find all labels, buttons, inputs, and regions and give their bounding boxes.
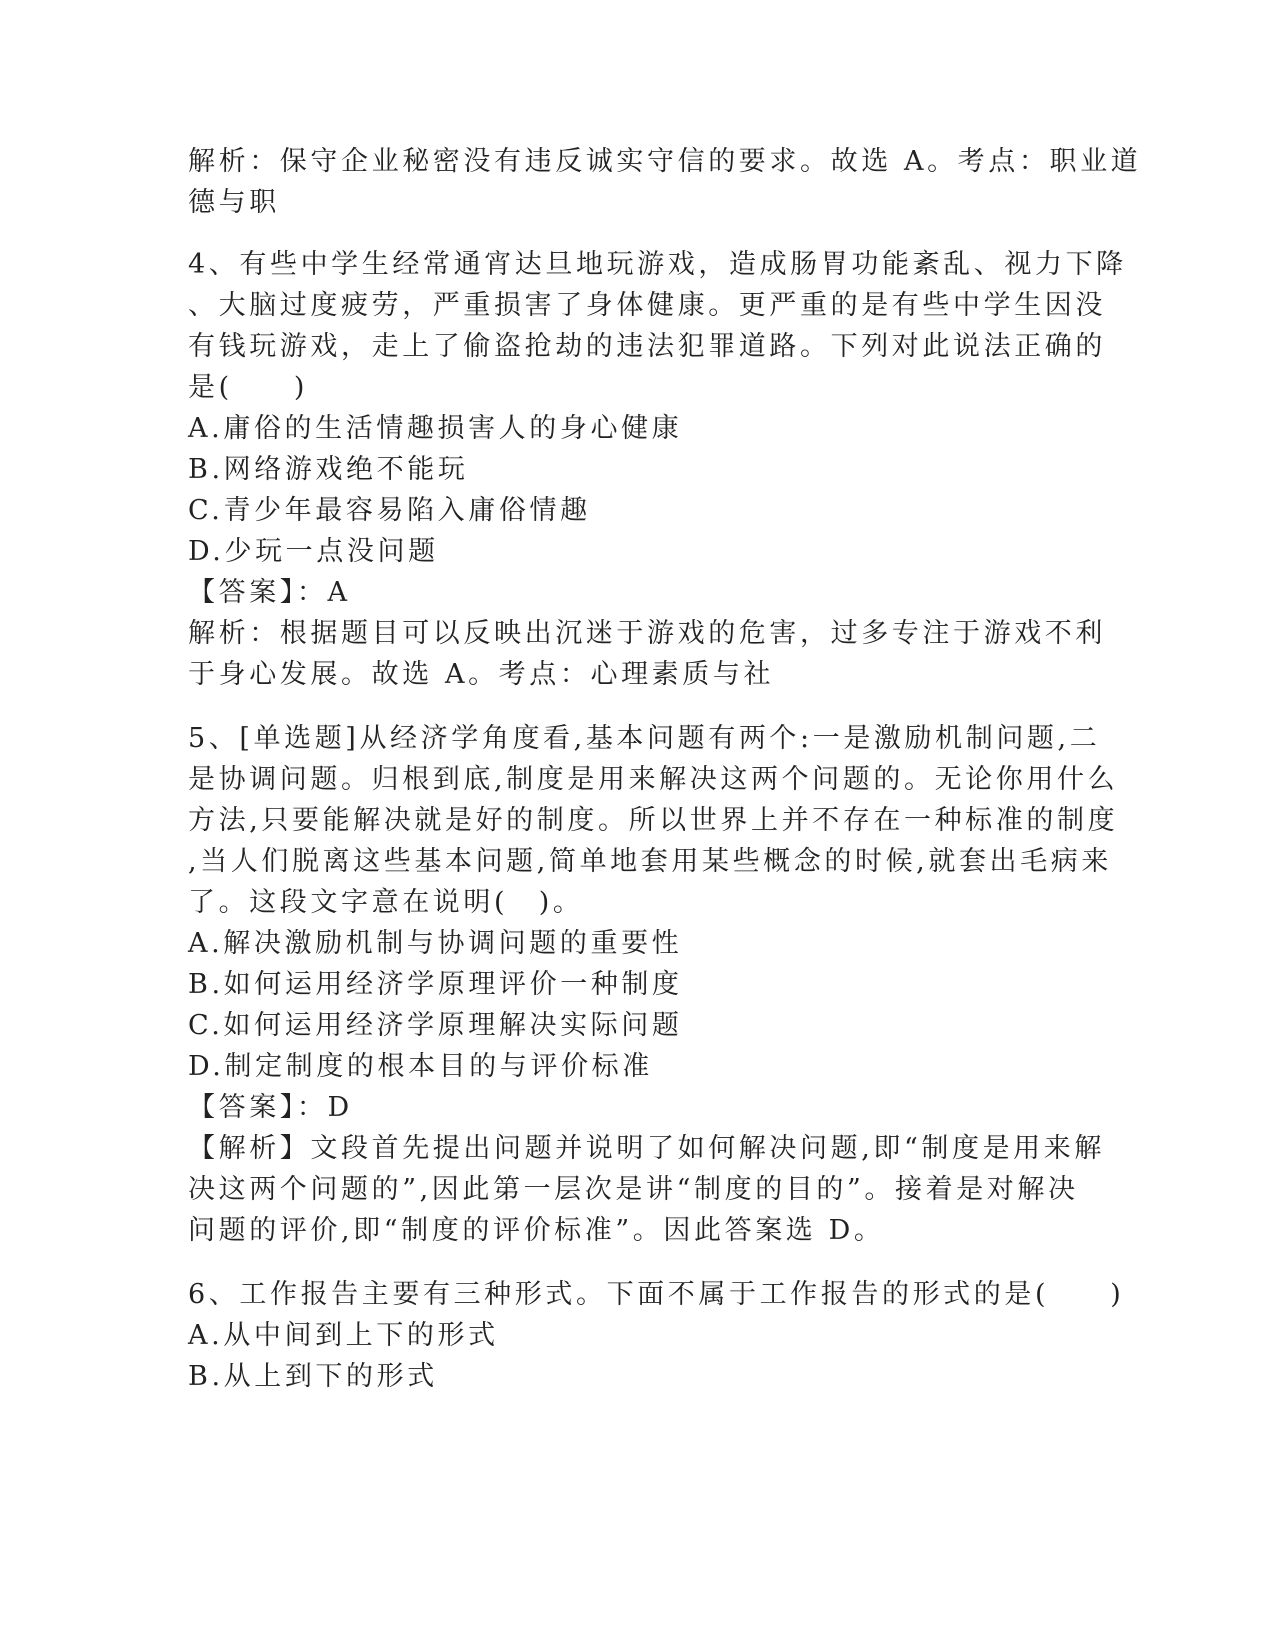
q4-question-line-2: 、大脑过度疲劳，严重损害了身体健康。更严重的是有些中学生因没 [188, 290, 1106, 321]
q4-option-a: A.庸俗的生活情趣损害人的身心健康 [188, 413, 683, 444]
q5-analysis-line-2: 决这两个问题的”,因此第一层次是讲“制度的目的”。接着是对解决 [188, 1174, 1079, 1205]
q5-analysis-line-3: 问题的评价,即“制度的评价标准”。因此答案选 D。 [188, 1215, 885, 1246]
q4-option-b: B.网络游戏绝不能玩 [188, 454, 469, 485]
q6-question-line-1: 6、工作报告主要有三种形式。下面不属于工作报告的形式的是( ) [188, 1279, 1125, 1310]
q5-answer: 【答案】：D [188, 1092, 353, 1123]
q5-question-line-1: 5、[单选题]从经济学角度看,基本问题有两个:一是激励机制问题,二 [188, 723, 1101, 754]
q5-question-line-3: 方法,只要能解决就是好的制度。所以世界上并不存在一种标准的制度 [188, 805, 1119, 836]
q5-option-a: A.解决激励机制与协调问题的重要性 [188, 928, 683, 959]
q4-option-d: D.少玩一点没问题 [188, 536, 439, 567]
q4-question-line-1: 4、有些中学生经常通宵达旦地玩游戏，造成肠胃功能紊乱、视力下降 [188, 249, 1127, 280]
q5-option-b: B.如何运用经济学原理评价一种制度 [188, 969, 683, 1000]
q3-analysis-line-1: 解析：保守企业秘密没有违反诚实守信的要求。故选 A。考点：职业道 [188, 146, 1142, 177]
q6-option-a: A.从中间到上下的形式 [188, 1320, 499, 1351]
q5-option-c: C.如何运用经济学原理解决实际问题 [188, 1010, 683, 1041]
q4-analysis-line-1: 解析：根据题目可以反映出沉迷于游戏的危害，过多专注于游戏不利 [188, 618, 1106, 649]
q4-answer: 【答案】：A [188, 577, 351, 608]
q5-analysis-line-1: 【解析】文段首先提出问题并说明了如何解决问题,即“制度是用来解 [188, 1133, 1105, 1164]
q4-analysis-line-2: 于身心发展。故选 A。考点：心理素质与社 [188, 659, 775, 690]
q6-option-b: B.从上到下的形式 [188, 1361, 438, 1392]
q5-option-d: D.制定制度的根本目的与评价标准 [188, 1051, 653, 1082]
q4-option-c: C.青少年最容易陷入庸俗情趣 [188, 495, 591, 526]
q4-question-line-4: 是( ) [188, 372, 309, 403]
q5-question-line-5: 了。这段文字意在说明( )。 [188, 887, 584, 918]
q3-analysis-line-2: 德与职 [188, 187, 280, 218]
q5-question-line-4: ,当人们脱离这些基本问题,简单地套用某些概念的时候,就套出毛病来 [188, 846, 1112, 877]
q5-question-line-2: 是协调问题。归根到底,制度是用来解决这两个问题的。无论你用什么 [188, 764, 1119, 795]
q4-question-line-3: 有钱玩游戏，走上了偷盗抢劫的违法犯罪道路。下列对此说法正确的 [188, 331, 1106, 362]
